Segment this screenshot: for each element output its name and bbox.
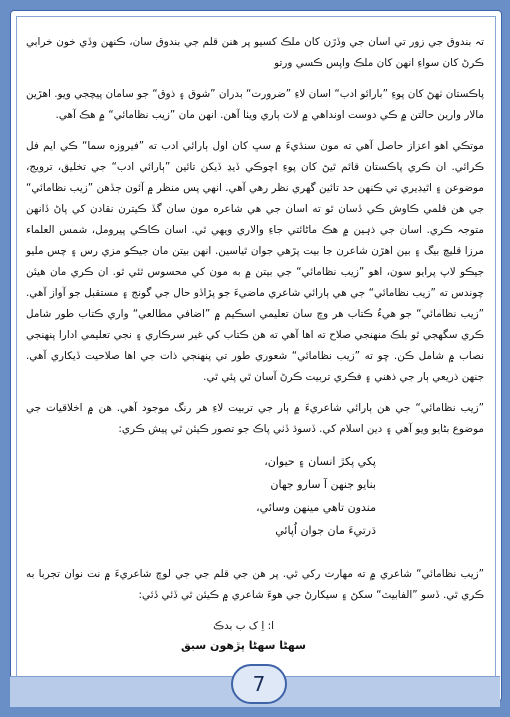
poem-line: مندون تاهي مينهن وسائي، [256,501,376,514]
poem-block [26,450,484,542]
paragraph-2: پاڪستان ٺهڻ کان پوءِ ”بارائو ادب“ اسان لاءِ ”ضرورت“ بدران ”شوق ۽ ذوق“ جو سامان پيچجي ويو. اهڙين مالار وارين حالتن ۾ ڪي دوست اونداهي ۾ لاٽ ٻاري ويٺا آهن. انهن مان ”زيب نظامائي“ ۾ هڪ آهي. [26,88,484,121]
poem-line: پکي پکڙ انسان ۽ حيوان، [264,455,376,468]
paragraph-final: ”زيب نظامائي“ شاعري ۾ ته مهارت رکي ٿي. پر هن جي قلم جي جي لوچ شاعريءَ ۾ نت نوان تجربا به ڪري ٿي. ڏسو ”الفابيٽ“ سکڻ ۽ سيکارڻ جي هوءَ شاعري ۾ ڪيئن ٿي ڏئي ڏئي: [26,568,484,601]
paragraph-4: ”زيب نظامائي“ جي هن ٻارائي شاعريءَ ۾ ٻار جي تربيت لاءِ هر رنگ موجود آهي. هن ۾ اخلاقيات جي موضوع بڻايو ويو آهي ۽ دين اسلام کي. ڏسوڌ ڏٺي پاڪ جو تصور ڪيئن ٿي پيش ڪري: [26,402,484,435]
alphabet-line: ا: اِ ک ب بدڪ [213,620,274,632]
poem-line: ڌرتيءَ مان جوان اُپائي [275,524,376,537]
poem-line: بنايو جنهن آ سارو جهان [270,478,376,491]
lesson-line: سهڻا سهڻا پڙهون سبق [181,639,306,652]
page-number: 7 [231,664,287,704]
paragraph-1: تہ بندوق جي زور تي اسان جي وڏڙن کان ملڪ کسيو پر هنن قلم جي بندوق سان، ڪنهن وڏي خون خرابي ڪرڻ کان سواءِ انهن کان ملڪ واپس ڪسي ورتو [26,36,484,69]
article-body [26,32,484,656]
paragraph-3: موتڪي اهو اعزاز حاصل آهي ته مون سنڌيءَ ۾ سڀ کان اول ٻارائي ادب ته ”فيروزه سما“ ڪي ايم فل ڪرائي. ان ڪري پاڪستان قائم ٿيڻ کان پوءِ اچوڪي ڏيڍ ڏيکن تائين ”ٻارائي ادب“ جي تخليق، ترويج، موضوعن ۽ اٿيڊيري تي ڪنهن حد تائين گهري نظر رهي آهي. انهي پس منظر ۾ آئون جڏهن ”زيب نظامائي“ جي هن قلمي ڪاوش ڪي ڏسان ٿو ته اسان جي هي شاعره مون سان گڏ ڪيترن نقادن کي پاڻ ڏانهن متوجہ ڪري. اسان جي ذہين ۾ هڪ ماڻائتي جاءِ والاري ويھي ٿي. اسان ڪاڪي پيرومل، شمس العلماء مرزا قليچ بيگ ۽ بين اهڙن شاعرن جا بيت پڙهي جوان ٿياسين. انهن بيتن مان جيڪو مزي رس ۽ چس مليو جيڪو لاپ پرايو سون، اهو ”زيب نظامائي“ جي بيتن ۾ به مون کي محسوس ٿئي ٿو. ان ڪري مان هيئن چوندس ته ”زيب نظامائي“ جي هي ٻارائي شاعري ماضيءَ جو پڙاڏو حال جي گونج ۽ مستقبل جو آواز آهي. ”زيب نظامائي“ جو هيءُ ڪتاب هر وچ سان تعليمي اسڪيم ۾ ”اضافي مطالعي“ واري ڪتاب طور شامل ڪري سگهجي ٿو بلڪ منهنجي صلاح ته اها آهي ته هن ڪتاب کي غير سرڪاري ۽ نجي تعليمي ادارا پنهنجي نصاب ۾ شامل ڪن. ڇو ته ”زيب نظامائي“ شعوري طور تي پنهنجي ذات جي اها صلاحيت ڏيکاري آهي. جنهن ذريعي ٻار جي ذهني ۽ فڪري تربيت ڪرڻ آسان ٿي پئي ٿي. [26,140,484,383]
